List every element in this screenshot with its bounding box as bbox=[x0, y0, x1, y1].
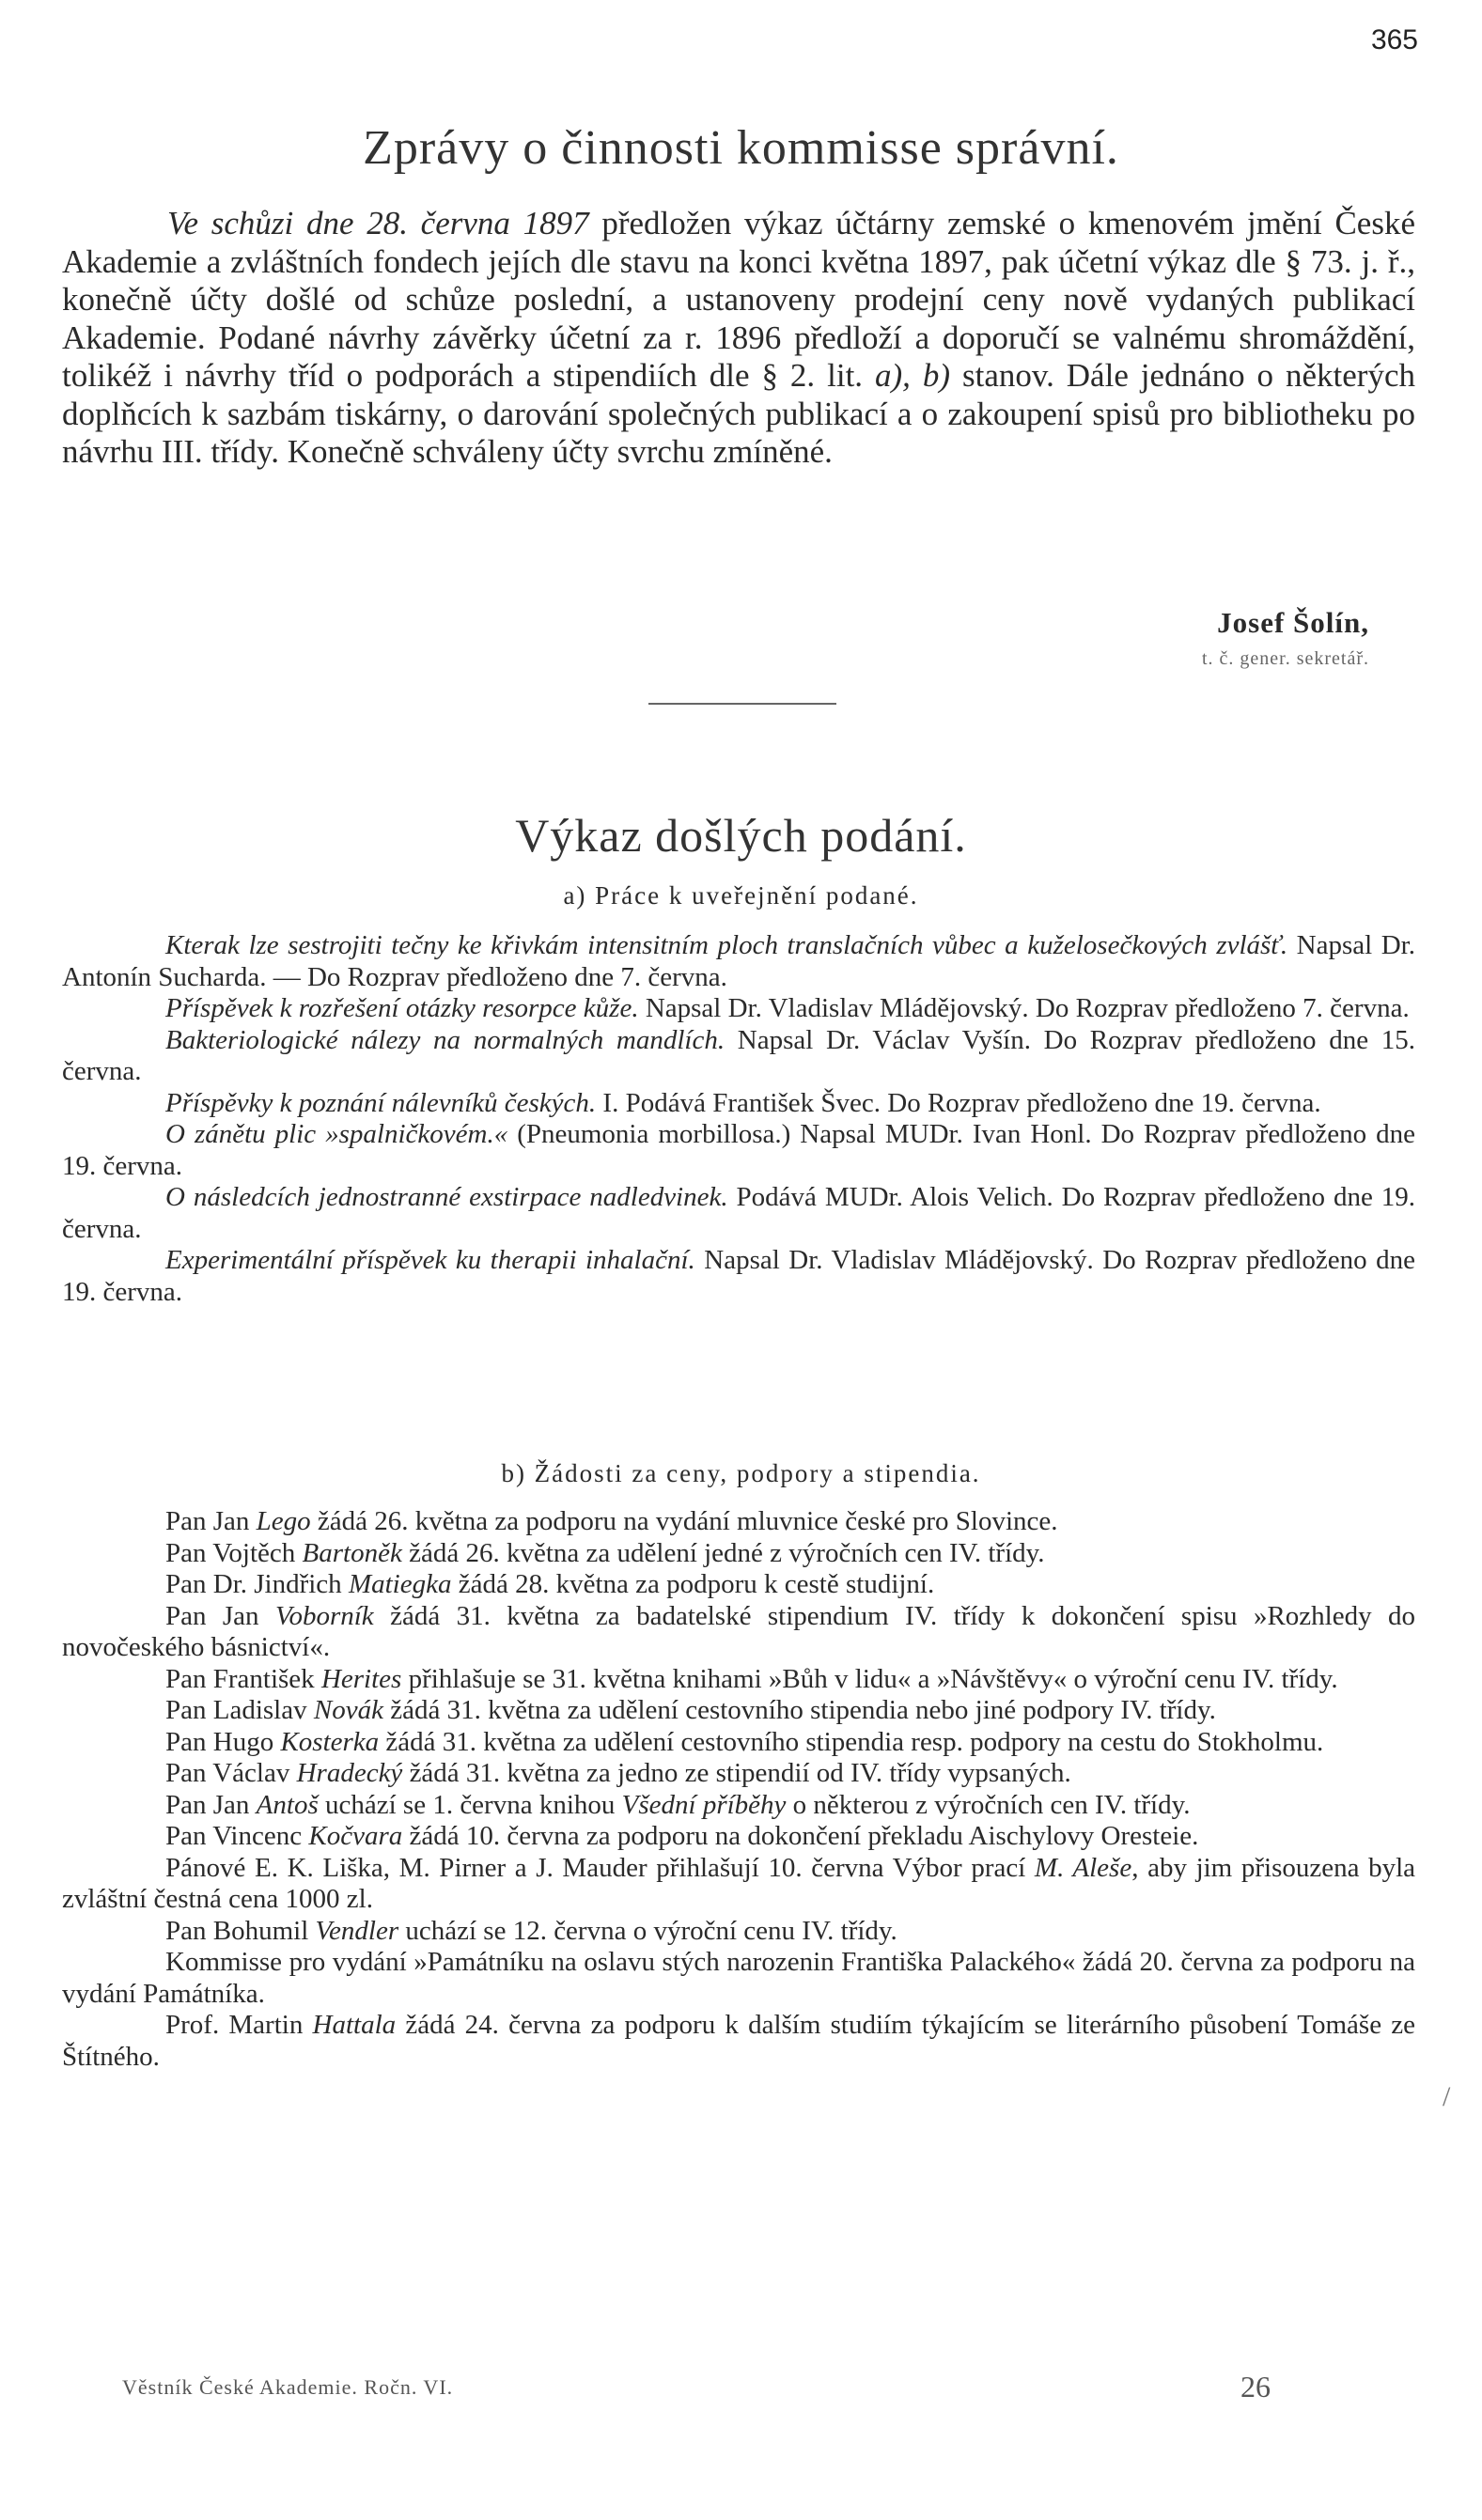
request-details: , aby jim přisouzena byla zvláštní čestná cena 1000 zl. bbox=[62, 1852, 1416, 1914]
work-details: I. Podává František Švec. Do Rozprav předloženo dne 19. června. bbox=[596, 1087, 1321, 1118]
report-text-2: stanov. Dále jednáno o některých doplňcích k sazbám tiskárny, o darování společných publikací a o zakoupení spisů pro bibliotheku po návrhu III. třídy. Konečně schváleny účty svrchu zmíněné. bbox=[62, 357, 1415, 470]
signature-role: t. č. gener. sekretář. bbox=[1201, 648, 1369, 669]
work-item bbox=[62, 1088, 1415, 1120]
work-details: Napsal Dr. Antonín Sucharda. — Do Rozprav předloženo dne 7. června. bbox=[62, 930, 1415, 992]
request-name: Kosterka bbox=[280, 1726, 380, 1757]
request-details: uchází se 1. června knihou bbox=[318, 1789, 622, 1820]
request-item bbox=[62, 1601, 1415, 1664]
request-name: Hattala bbox=[312, 2010, 397, 2040]
subheading-works: a) Práce k uveřejnění podané. bbox=[563, 881, 919, 910]
work-details: (Pneumonia morbillosa.) Napsal MUDr. Ivan Honl. Do Rozprav předloženo dne 19. června. bbox=[62, 1119, 1415, 1181]
page-number: 365 bbox=[1370, 24, 1418, 55]
request-item bbox=[62, 1538, 1415, 1570]
work-item bbox=[62, 930, 1415, 993]
request-item bbox=[62, 1695, 1415, 1727]
work-item bbox=[62, 993, 1415, 1025]
request-book-title: Všední příběhy bbox=[621, 1789, 787, 1820]
subheading-requests: b) Žádosti za ceny, podpory a stipendia. bbox=[501, 1459, 981, 1487]
requests-list bbox=[62, 1506, 1415, 2073]
work-title: O následcích jednostranné exstirpace nadledvinek. bbox=[165, 1182, 728, 1212]
work-details: Podává MUDr. Alois Velich. Do Rozprav předloženo dne 19. června. bbox=[62, 1182, 1415, 1244]
request-details: uchází se 12. června o výroční cenu IV. třídy. bbox=[398, 1915, 897, 1946]
request-name: Novák bbox=[313, 1695, 383, 1725]
request-name: M. Aleše bbox=[1034, 1852, 1132, 1883]
signature: Josef Šolín, bbox=[1217, 606, 1369, 639]
request-name: Bartoněk bbox=[302, 1537, 402, 1568]
request-text: Pan Václav bbox=[165, 1758, 297, 1788]
request-details: žádá 24. června za podporu k dalším studiím týkajícím se literárního působení Tomáše ze Štítného. bbox=[62, 2010, 1416, 2072]
request-item bbox=[62, 1758, 1415, 1790]
request-name: Antoš bbox=[256, 1789, 319, 1820]
request-details: žádá 31. května za udělení cestovního stipendia resp. podpory na cestu do Stokholmu. bbox=[379, 1726, 1324, 1757]
request-details: žádá 28. května za podporu k cestě studijní. bbox=[451, 1569, 935, 1599]
request-item bbox=[62, 1790, 1415, 1822]
request-item bbox=[62, 1853, 1415, 1916]
lit-ref: a), b) bbox=[875, 357, 951, 394]
work-details: Napsal Dr. Václav Vyšín. Do Rozprav předloženo dne 15. června. bbox=[62, 1024, 1415, 1086]
work-title: Příspěvky k poznání nálevníků českých. bbox=[165, 1087, 597, 1118]
work-title: O zánětu plic »spalničkovém.« bbox=[165, 1119, 508, 1149]
footer-signature-number: 26 bbox=[1240, 2370, 1271, 2403]
work-item bbox=[62, 1182, 1415, 1245]
works-list bbox=[62, 930, 1415, 1308]
request-details: žádá 10. června za podporu na dokončení překladu Aischylovy Oresteie. bbox=[402, 1821, 1199, 1851]
commission-report-paragraph bbox=[62, 205, 1415, 472]
request-text: Pan Jan bbox=[165, 1506, 257, 1536]
request-name: Vendler bbox=[315, 1915, 399, 1946]
request-name: Hradecký bbox=[296, 1758, 403, 1788]
section-title-submissions: Výkaz došlých podání. bbox=[515, 809, 967, 862]
request-details: žádá 31. května za udělení cestovního stipendia nebo jiné podpory IV. třídy. bbox=[382, 1695, 1216, 1725]
request-item bbox=[62, 1506, 1415, 1538]
request-text: Pan Jan bbox=[165, 1600, 275, 1631]
request-text: Pan Vincenc bbox=[165, 1821, 309, 1851]
section-divider bbox=[648, 703, 836, 705]
request-name: Kočvara bbox=[308, 1821, 403, 1851]
work-item bbox=[62, 1119, 1415, 1182]
work-title: Experimentální příspěvek ku therapii inhalační. bbox=[165, 1245, 695, 1275]
request-text: Pan Vojtěch bbox=[165, 1537, 303, 1568]
request-text: Kommisse pro vydání »Památníku na oslavu stých narozenin Františka Palackého« žádá 20. června za podporu na vydání Památníka. bbox=[62, 1947, 1415, 2009]
request-item bbox=[62, 1821, 1415, 1853]
work-title: Kterak lze sestrojiti tečny ke křivkám intensitním ploch translačních vůbec a kuželosečkových zvlášť. bbox=[165, 930, 1288, 960]
request-details: žádá 26. května za podporu na vydání mluvnice české pro Slovince. bbox=[310, 1506, 1058, 1536]
work-details: Napsal Dr. Vladislav Mládějovský. Do Rozprav předloženo dne 19. června. bbox=[62, 1245, 1415, 1307]
request-item bbox=[62, 1569, 1415, 1601]
footer-journal: Věstník České Akademie. Ročn. VI. bbox=[122, 2375, 454, 2399]
request-text: Pan František bbox=[165, 1663, 321, 1694]
request-item bbox=[62, 1947, 1415, 2010]
request-details: žádá 26. května za udělení jedné z výročních cen IV. třídy. bbox=[401, 1537, 1045, 1568]
work-item bbox=[62, 1025, 1415, 1088]
request-name: Matiegka bbox=[348, 1569, 452, 1599]
request-text: Pan Bohumil bbox=[165, 1915, 316, 1946]
work-details: Napsal Dr. Vladislav Mládějovský. Do Rozprav předloženo 7. června. bbox=[638, 993, 1410, 1023]
request-item bbox=[62, 1664, 1415, 1696]
request-text: Prof. Martin bbox=[165, 2010, 313, 2040]
work-item bbox=[62, 1245, 1415, 1308]
report-text: předložen výkaz účtárny zemské o kmenovém jmění České Akademie a zvláštních fondech jejích dle stavu na konci května 1897, pak účetní výkaz dle § 73. j. ř., konečně účty došlé od schůze poslední, a ustanoveny prodejní ceny nově vydaných publikací Akademie. Podané návrhy závěrky účetní za r. 1896 předloží a doporučí se valnému shromáždění, tolikéž i návrhy tříd o podporách a stipendiích dle § 2. lit. bbox=[62, 205, 1416, 394]
request-text: Pan Dr. Jindřich bbox=[165, 1569, 349, 1599]
request-name: Voborník bbox=[274, 1600, 374, 1631]
work-title: Bakteriologické nálezy na normalných mandlích. bbox=[165, 1024, 725, 1055]
request-details: žádá 31. května za jedno ze stipendií od IV. třídy vypsaných. bbox=[402, 1758, 1071, 1788]
request-text: Pan Ladislav bbox=[165, 1695, 314, 1725]
request-text: Pan Jan bbox=[165, 1789, 257, 1820]
request-item bbox=[62, 2010, 1415, 2073]
request-details: žádá 31. května za badatelské stipendium IV. třídy k dokončení spisu »Rozhledy do novočeského básnictví«. bbox=[62, 1600, 1415, 1662]
request-text: Pan Hugo bbox=[165, 1726, 281, 1757]
request-details: přihlašuje se 31. května knihami »Bůh v lidu« a »Návštěvy« o výroční cenu IV. třídy. bbox=[401, 1663, 1338, 1694]
request-text: Pánové E. K. Liška, M. Pirner a J. Mauder přihlašují 10. června Výbor prací bbox=[165, 1852, 1035, 1883]
request-name: Lego bbox=[256, 1506, 311, 1536]
work-title: Příspěvek k rozřešení otázky resorpce kůže. bbox=[165, 993, 639, 1023]
request-item bbox=[62, 1916, 1415, 1948]
request-name: Herites bbox=[320, 1663, 402, 1694]
meeting-date: Ve schůzi dne 28. června 1897 bbox=[167, 205, 589, 241]
request-item bbox=[62, 1727, 1415, 1759]
request-details-2: o některou z výročních cen IV. třídy. bbox=[786, 1789, 1191, 1820]
section-title-commission: Zprávy o činnosti kommisse správní. bbox=[363, 121, 1119, 175]
margin-mark: / bbox=[1443, 2081, 1451, 2112]
